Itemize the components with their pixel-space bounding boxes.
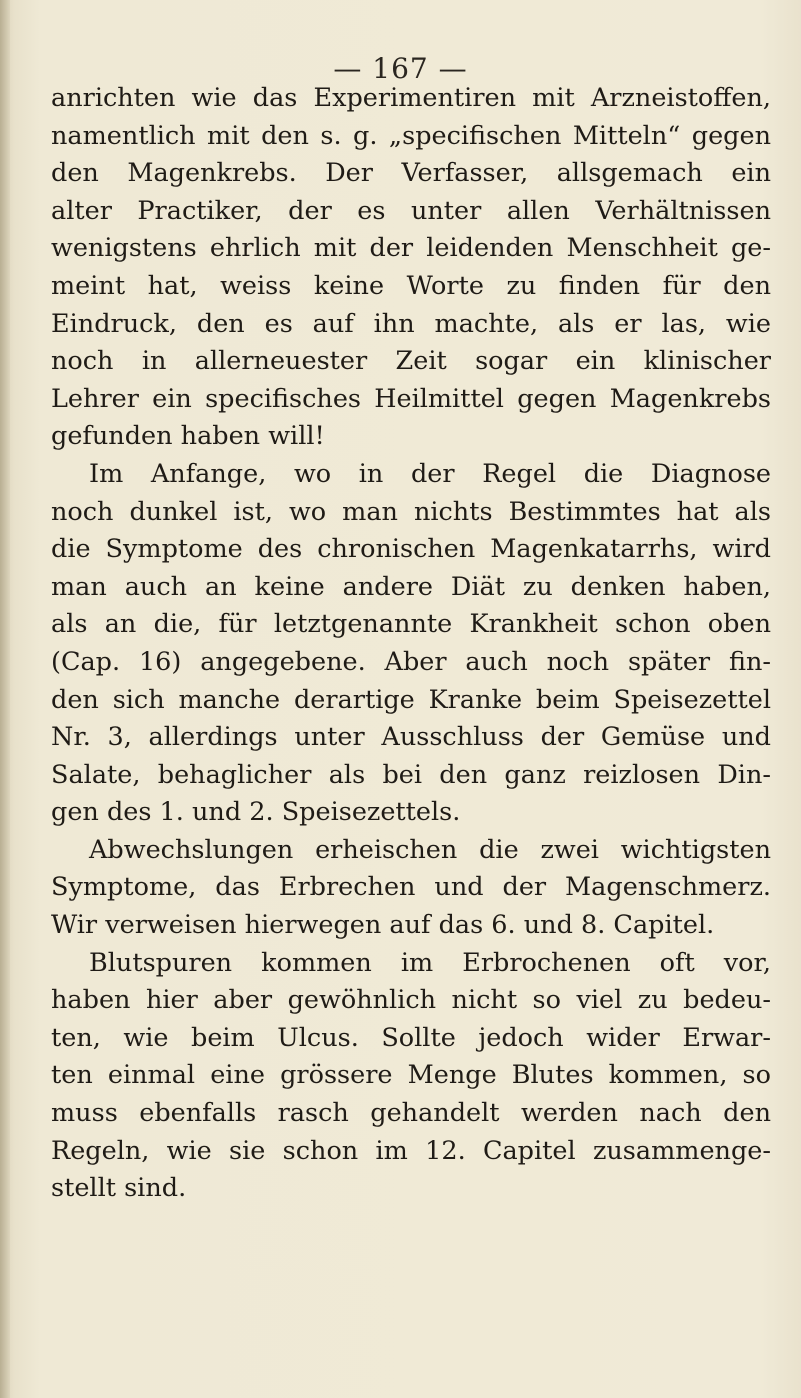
text-line: die Symptome des chronischen Magenkatarrhs, wird <box>51 534 771 565</box>
text-line: stellt sind. <box>51 1173 187 1204</box>
text-line: alter Practiker, der es unter allen Verhältnissen <box>51 195 771 226</box>
text-line: Lehrer ein specifisches Heilmittel gegen Magenkrebs <box>51 383 771 414</box>
text-line: als an die, für letztgenannte Krankheit schon oben <box>51 609 771 640</box>
binding-shadow <box>0 0 10 1398</box>
text-line: Eindruck, den es auf ihn machte, als er las, wie <box>51 308 771 339</box>
text-line: gefunden haben will! <box>51 421 325 452</box>
text-line: Nr. 3, allerdings unter Ausschluss der Gemüse und <box>51 722 771 753</box>
text-line: Regeln, wie sie schon im 12. Capitel zusammenge- <box>51 1135 771 1166</box>
text-line: ten, wie beim Ulcus. Sollte jedoch wider Erwar- <box>51 1022 771 1053</box>
text-line: Im Anfange, wo in der Regel die Diagnose <box>89 458 771 489</box>
paragraph-3 <box>51 832 771 945</box>
text-line: Salate, behaglicher als bei den ganz reizlosen Din- <box>51 759 771 790</box>
text-line: Blutspuren kommen im Erbrochenen oft vor, <box>89 947 771 978</box>
text-line: Wir verweisen hierwegen auf das 6. und 8. Capitel. <box>51 910 715 941</box>
paragraph-1 <box>51 80 771 456</box>
body-text <box>51 80 771 1208</box>
text-line: anrichten wie das Experimentiren mit Arzneistoffen, <box>51 83 771 113</box>
text-line: muss ebenfalls rasch gehandelt werden nach den <box>51 1098 771 1129</box>
text-line: wenigstens ehrlich mit der leidenden Menschheit ge- <box>51 233 771 264</box>
text-line: den sich manche derartige Kranke beim Speisezettel <box>51 684 771 715</box>
paragraph-2 <box>51 456 771 832</box>
text-line: den Magenkrebs. Der Verfasser, allsgemach ein <box>51 158 771 189</box>
page-number: — 167 — <box>333 52 468 85</box>
text-line: man auch an keine andere Diät zu denken haben, <box>51 571 771 602</box>
text-line: namentlich mit den s. g. „specifischen Mitteln“ gegen <box>51 120 771 151</box>
text-line: gen des 1. und 2. Speisezettels. <box>51 797 461 828</box>
text-line: Symptome, das Erbrechen und der Magenschmerz. <box>51 872 771 903</box>
text-line: noch dunkel ist, wo man nichts Bestimmtes hat als <box>51 496 771 527</box>
text-line: noch in allerneuester Zeit sogar ein klinischer <box>51 346 771 377</box>
text-line: (Cap. 16) angegebene. Aber auch noch später fin- <box>51 646 771 677</box>
text-line: haben hier aber gewöhnlich nicht so viel zu bedeu- <box>51 985 771 1016</box>
text-line: Abwechslungen erheischen die zwei wichtigsten <box>89 834 771 865</box>
text-line: ten einmal eine grössere Menge Blutes kommen, so <box>51 1060 771 1091</box>
paragraph-4 <box>51 945 771 1208</box>
text-line: meint hat, weiss keine Worte zu finden für den <box>51 270 771 301</box>
